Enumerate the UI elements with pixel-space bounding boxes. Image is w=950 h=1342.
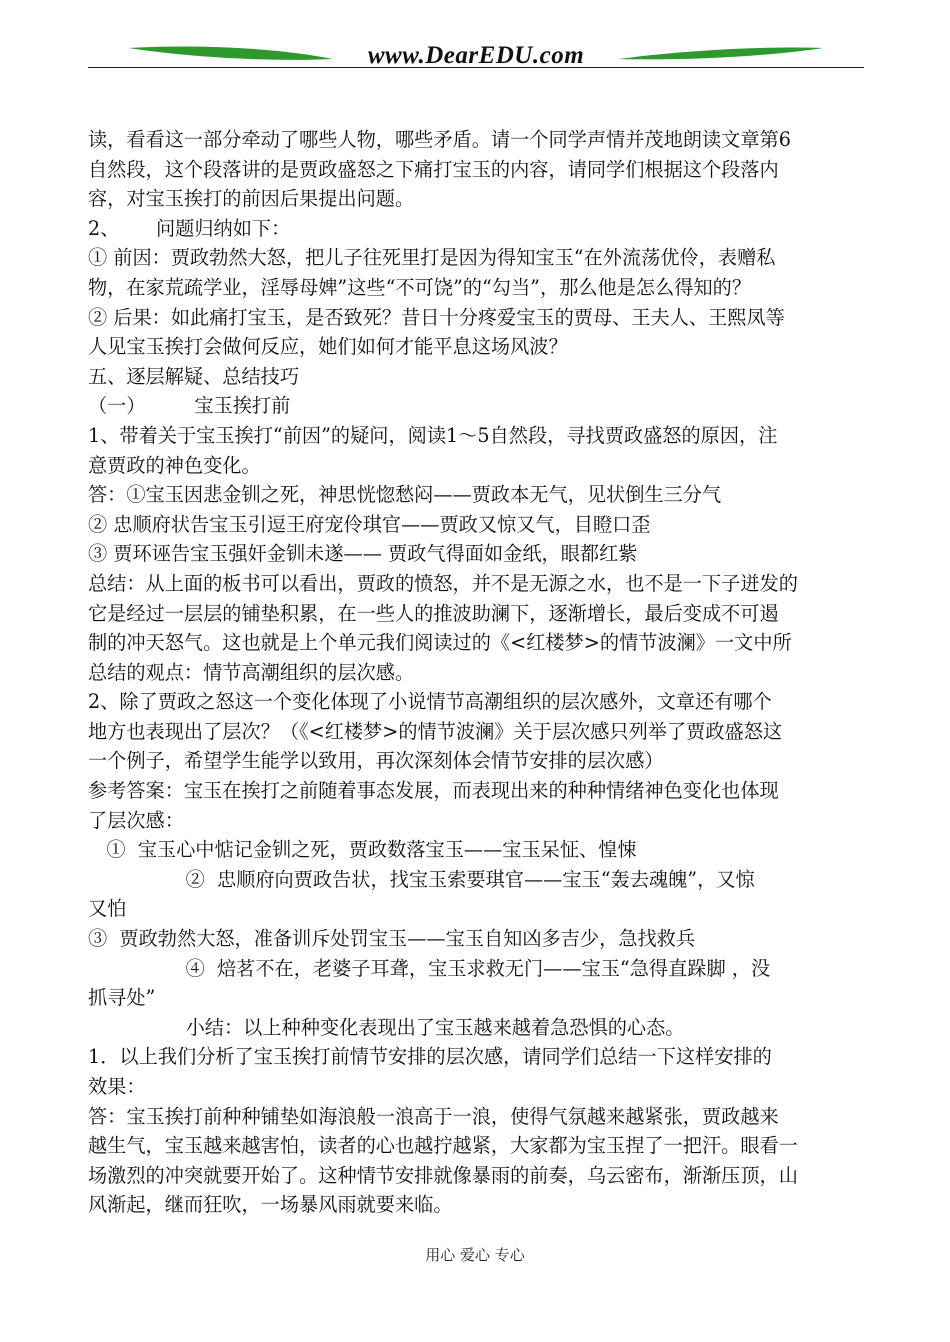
text-line: 制的冲天怒气。这也就是上个单元我们阅读过的《<红楼梦>的情节波澜》一文中所 [88, 631, 792, 655]
text-line: 它是经过一层层的铺垫积累，在一些人的推波助澜下，逐渐增长，最后变成不可遏 [88, 601, 779, 625]
header-rule [88, 67, 864, 68]
page-footer: 用心 爱心 专心 [425, 1246, 525, 1264]
text-line: 越生气，宝玉越来越害怕，读者的心也越拧越紧，大家都为宝玉捏了一把汗。眼看一 [88, 1134, 798, 1158]
text-line: 效果： [88, 1075, 146, 1098]
text-line: 1．以上我们分析了宝玉挨打前情节安排的层次感，请同学们总结一下这样安排的 [88, 1045, 772, 1069]
text-line: 答：①宝玉因悲金钏之死，神思恍惚愁闷——贾政本无气，见状倒生三分气 [88, 483, 722, 507]
text-line: 读，看看这一部分牵动了哪些人物，哪些矛盾。请一个同学声情并茂地朗读文章第6 [88, 128, 791, 151]
text-line: 1、带着关于宝玉挨打“前因”的疑问，阅读1～5自然段，寻找贾政盛怒的原因，注 [88, 423, 778, 447]
text-line: 五、逐层解疑、总结技巧 [88, 364, 300, 388]
text-line: 人见宝玉挨打会做何反应，她们如何才能平息这场风波？ [88, 335, 568, 359]
text-line: ③ 贾政勃然大怒，准备训斥处罚宝玉——宝玉自知凶多吉少，急找救兵 [88, 927, 696, 951]
site-logo-text: www.DearEDU.com [367, 42, 585, 69]
page-header [88, 38, 864, 70]
text-line: ① 宝玉心中惦记金钏之死，贾政数落宝玉——宝玉呆怔、惶悚 [88, 838, 637, 862]
text-line: 容，对宝玉挨打的前因后果提出问题。 [88, 187, 415, 211]
text-line: ④ 焙茗不在，老婆子耳聋，宝玉求救无门——宝玉“急得直跺脚 ，没 [88, 956, 771, 980]
text-line: 2、除了贾政之怒这一个变化体现了小说情节高潮组织的层次感外，文章还有哪个 [88, 690, 772, 714]
text-line: 了层次感： [88, 808, 184, 832]
text-line: 又怕 [88, 897, 127, 921]
text-line: ③ 贾环诬告宝玉强奸金钏未遂—— 贾政气得面如金纸，眼都红紫 [88, 542, 638, 566]
text-line: ② 后果：如此痛打宝玉，是否致死？昔日十分疼爱宝玉的贾母、王夫人、王熙凤等 [88, 305, 785, 329]
text-line: 风渐起，继而狂吹，一场暴风雨就要来临。 [88, 1193, 453, 1217]
text-line: 物，在家荒疏学业，淫辱母婢”这些“不可饶”的“勾当”，那么他是怎么得知的？ [88, 275, 752, 299]
text-line: 小结：以上种种变化表现出了宝玉越来越着急恐惧的心态。 [88, 1015, 685, 1039]
text-line: ② 忠顺府向贾政告状，找宝玉索要琪官——宝玉“轰去魂魄”，又惊 [88, 867, 755, 891]
text-line: 2、 问题归纳如下： [88, 216, 291, 240]
text-line: 一个例子，希望学生能学以致用，再次深刻体会情节安排的层次感） [88, 749, 664, 773]
text-line: 参考答案：宝玉在挨打之前随着事态发展，而表现出来的种种情绪神色变化也体现 [88, 779, 779, 803]
text-line: 意贾政的神色变化。 [88, 453, 261, 477]
text-line: 抓寻处” [88, 986, 156, 1010]
text-line: ① 前因：贾政勃然大怒，把儿子往死里打是因为得知宝玉“在外流荡优伶，表赠私 [88, 246, 776, 270]
text-line: （一） 宝玉挨打前 [88, 394, 291, 418]
text-line: 总结的观点：情节高潮组织的层次感。 [88, 660, 415, 684]
document-body [88, 125, 864, 1220]
text-line: 地方也表现出了层次？（《<红楼梦>的情节波澜》关于层次感只列举了贾政盛怒这 [88, 719, 783, 743]
text-line: 自然段，这个段落讲的是贾政盛怒之下痛打宝玉的内容，请同学们根据这个段落内 [88, 157, 779, 181]
text-line: 场激烈的冲突就要开始了。这种情节安排就像暴雨的前奏，乌云密布，渐渐压顶，山 [88, 1163, 798, 1187]
text-line: 总结：从上面的板书可以看出，贾政的愤怒，并不是无源之水，也不是一下子迸发的 [88, 571, 798, 595]
text-line: 答：宝玉挨打前种种铺垫如海浪般一浪高于一浪，使得气氛越来越紧张，贾政越来 [88, 1104, 779, 1128]
text-line: ② 忠顺府状告宝玉引逗王府宠伶琪官——贾政又惊又气，目瞪口歪 [88, 512, 651, 536]
